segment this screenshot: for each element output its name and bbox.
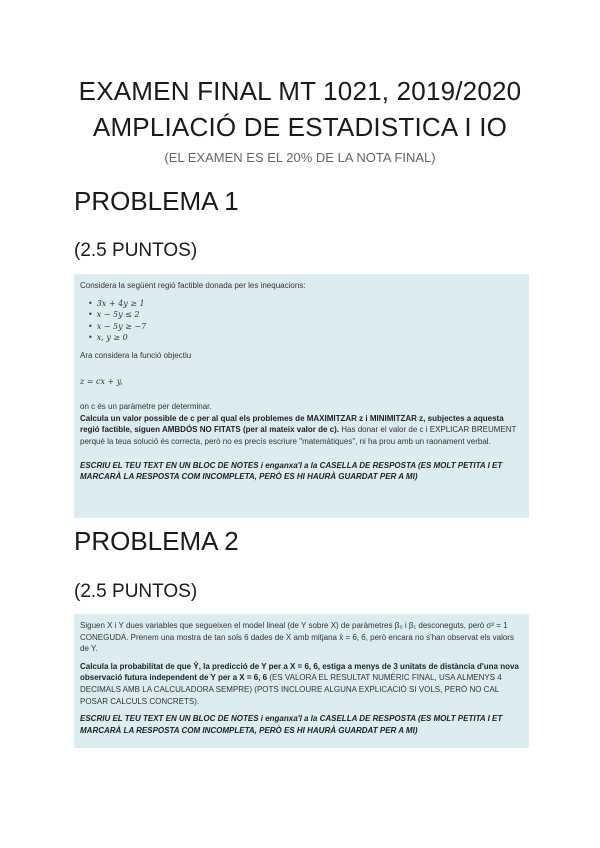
- problem1-box: [74, 274, 529, 518]
- problem1-instruction: ESCRIU EL TEU TEXT EN UN BLOC DE NOTES i enganxa'l a la CASELLA DE RESPOSTA (ES MOLT PETITA I ET MARCARÀ LA RESPOSTA COM INCOMPLETA, PERÒ ES HI HAURÀ GUARDAT PER A MI): [80, 460, 503, 482]
- inequality-item: • x, y ≥ 0: [88, 332, 523, 344]
- inequality-item: • x − 5y ≤ 2: [88, 309, 523, 321]
- problem2-question-rest: (ES VALORA EL RESULTAT NUMÈRIC FINAL, USA ALMENYS 4 DECIMALS AMB LA CALCULADORA SEMPRE) (POTS INCLOURE ALGUNA EXPLICACIÓ SI VOLS, PERÒ NO CAL POSAR CALCULS CONCRETS).: [80, 673, 502, 706]
- problem1-points: (2.5 PUNTOS): [74, 240, 198, 261]
- inequality-item: • 3x + 4y ≥ 1: [88, 298, 523, 310]
- inequality-list: [80, 298, 523, 344]
- problem2-question-bold: Calcula la probabilitat de que Ŷ, la predicció de Y per a X = 6, 6, estiga a menys de 3 unitats de distància d'una nova observació futura independent de Y per a X = 6, 6: [80, 661, 519, 683]
- problem2-instruction: ESCRIU EL TEU TEXT EN UN BLOC DE NOTES i enganxa'l a la CASELLA DE RESPOSTA (ES MOLT PETITA I ET MARCARÀ LA RESPOSTA COM INCOMPLETA, PERÒ ES HI HAURÀ GUARDAT PER A MI): [80, 714, 503, 735]
- problem1-question-rest: Has donar el valor de c i EXPLICAR BREUMENT perquè la teua solució és correcta, però no es precís escriure "matemàtiques", ni ha prou amb un raonament verbal.: [80, 425, 517, 446]
- exam-title-line2: AMPLIACIÓ DE ESTADISTICA I IO: [92, 112, 508, 142]
- problem1-question-bold: Calcula un valor possible de c per al qual els problemes de MAXIMITZAR z i MINIMITZAR z, subjectes a aquesta regió factible, siguen AMBDÓS NO FITATS (per al mateix valor de c).: [80, 413, 504, 435]
- parameter-text: on c és un paràmetre per determinar.: [80, 402, 212, 412]
- problem2-box: [74, 614, 529, 748]
- objective-intro: Ara considera la funció objectiu: [80, 350, 192, 360]
- inequality-item: • x − 5y ≥ −7: [88, 321, 523, 333]
- problem2-para1: Siguen X i Y dues variables que segueixen el model lineal (de Y sobre X) de paràmetres β₀ i β₁ desconeguts, però σ² = 1 CONEGUDA. Prenem una mostra de tan sols 6 dades de X amb mitjana x̄ = 6, 6, però encara no s'han observat els valors de Y.: [80, 621, 514, 654]
- problem1-intro: Considera la següent regió factible donada per les inequacions:: [80, 281, 306, 290]
- problem1-question: [80, 413, 523, 448]
- problem1-heading: PROBLEMA 1: [74, 186, 239, 216]
- exam-title-line1: EXAMEN FINAL MT 1021, 2019/2020: [78, 76, 522, 106]
- objective-function: z = cx + y,: [80, 376, 123, 386]
- exam-subtitle: (EL EXAMEN ES EL 20% DE LA NOTA FINAL): [164, 150, 436, 165]
- problem2-points: (2.5 PUNTOS): [74, 581, 198, 602]
- problem2-para2: [80, 661, 523, 707]
- problem2-heading: PROBLEMA 2: [74, 526, 239, 556]
